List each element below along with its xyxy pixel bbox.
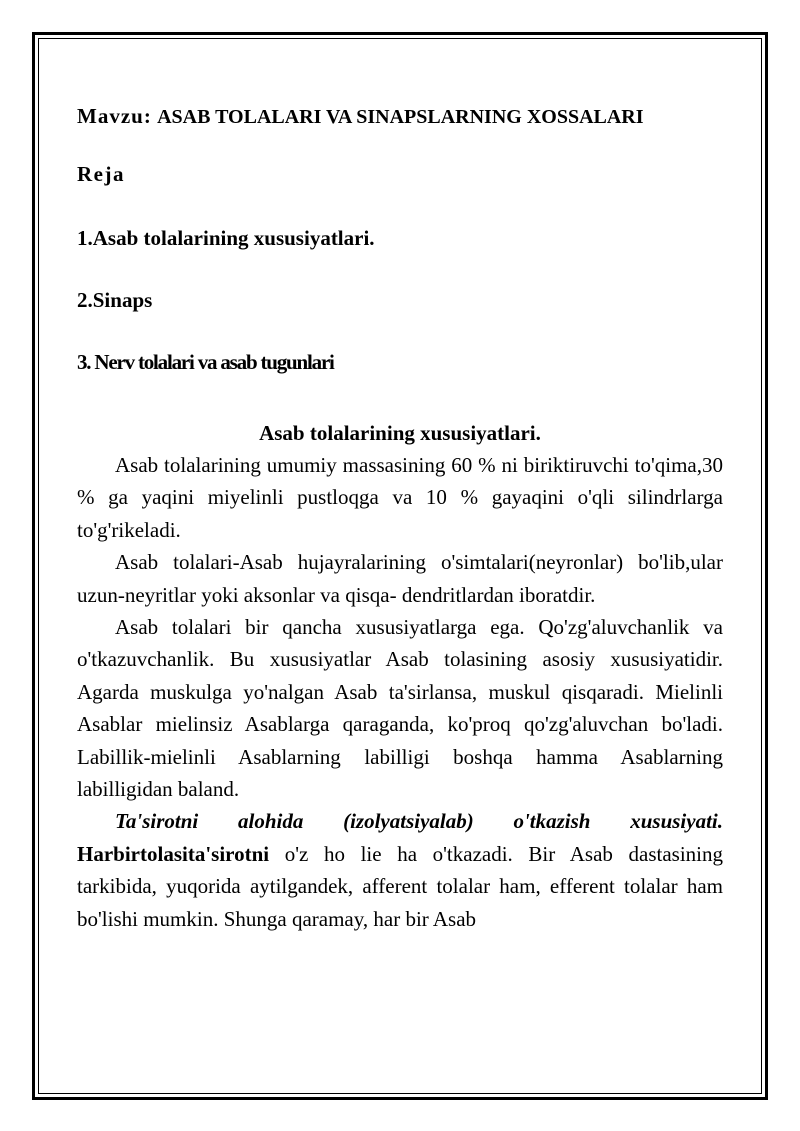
- document-body: [77, 100, 723, 935]
- paragraph-4-bold-lead: Harbirtolasita'sirotni: [77, 841, 270, 866]
- paragraph-4-italic-lead: Ta'sirotni alohida (izolyatsiyalab) o'tkazish xususiyati.: [115, 809, 723, 834]
- paragraph-4-text: o'z ho lie ha o'tkazadi. Bir Asab dastasining tarkibida, yuqorida aytilgandek, afferent tolalar ham, efferent tolalar ham bo'lishi mumkin. Shunga qaramay, har bir Asab: [77, 841, 723, 931]
- plan-heading: Reja: [77, 162, 125, 186]
- plan-item-3: 3. Nerv tolalari va asab tugunlari: [77, 350, 334, 374]
- paragraph-1: Asab tolalarining umumiy massasining 60 % ni biriktiruvchi to'qima,30 % ga yaqini miyelinli pustloqga va 10 % gayaqini o'qli silindrlarga to'g'rikeladi.: [77, 453, 723, 542]
- topic-line: [77, 100, 723, 133]
- plan-item-2: 2.Sinaps: [77, 288, 153, 312]
- paragraph-3: Asab tolalari bir qancha xususiyatlarga ega. Qo'zg'aluvchanlik va o'tkazuvchanlik. Bu xususiyatlar Asab tolasining asosiy xususiyatidir. Agarda muskulga yo'nalgan Asab ta'sirlansa, muskul qisqaradi. Mielinli Asablar mielinsiz Asablarga qaraganda, ko'proq qo'zg'aluvchan bo'ladi. Labillik-mielinli Asablarning labilligi boshqa hamma Asablarning labilligidan baland.: [77, 615, 723, 802]
- paragraph-2: Asab tolalari-Asab hujayralarining o'simtalari(neyronlar) bo'lib,ular uzun-neyritlar yoki aksonlar va qisqa- dendritlardan iboratdir.: [77, 550, 723, 607]
- plan-item-1: 1.Asab tolalarining xususiyatlari.: [77, 226, 375, 250]
- topic-label: Mavzu:: [77, 104, 152, 128]
- section-heading: Asab tolalarining xususiyatlari.: [259, 421, 541, 445]
- topic-title: ASAB TOLALARI VA SINAPSLARNING XOSSALARI: [157, 106, 644, 128]
- paragraph-4: [77, 805, 723, 935]
